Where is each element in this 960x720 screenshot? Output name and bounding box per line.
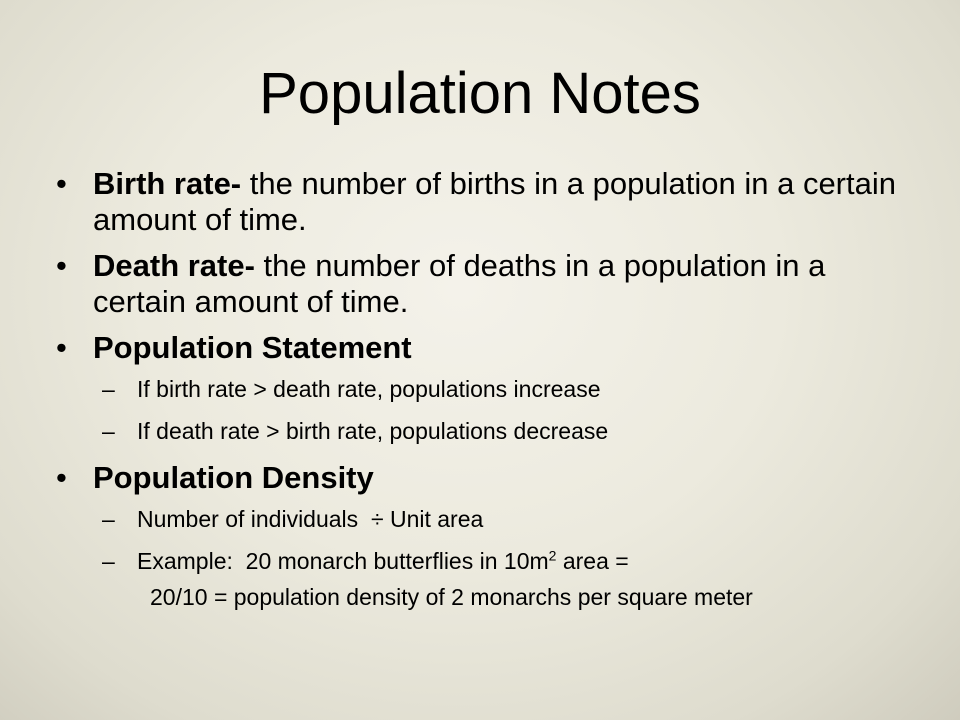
sub-text: If birth rate > death rate, populations increase <box>137 376 601 402</box>
sub-text: If death rate > birth rate, populations decrease <box>137 418 609 444</box>
sub-item-birth-gt-death <box>56 376 916 402</box>
sub-dash: – <box>102 418 115 444</box>
term-birth-rate: Birth rate- <box>93 166 242 201</box>
term-population-density: Population Density <box>93 460 374 495</box>
bullet-dot: • <box>56 166 67 201</box>
bullet-death-rate <box>56 248 916 320</box>
bullet-birth-rate <box>56 166 916 238</box>
bullet-population-statement <box>56 330 916 366</box>
example-text-end: area = <box>556 548 629 574</box>
sub-dash: – <box>102 376 115 402</box>
definition-birth-rate: the number of births in a population in a certain amount of time. <box>93 166 896 237</box>
slide-body <box>56 166 916 626</box>
bullet-dot: • <box>56 330 67 365</box>
sub-item-density-formula <box>56 506 916 532</box>
example-text: Example: 20 monarch butterflies in 10m <box>137 548 549 574</box>
term-population-statement: Population Statement <box>93 330 412 365</box>
bullet-dot: • <box>56 248 67 283</box>
sub-item-death-gt-birth <box>56 418 916 444</box>
sub-dash: – <box>102 506 115 532</box>
sub-dash: – <box>102 548 115 574</box>
superscript-exponent: 2 <box>548 547 557 564</box>
bullet-population-density <box>56 460 916 496</box>
sub-text: 20/10 = population density of 2 monarchs per square meter <box>150 584 753 610</box>
sub-text: Number of individuals ÷ Unit area <box>137 506 484 532</box>
definition-death-rate: the number of deaths in a population in a certain amount of time. <box>93 248 826 319</box>
term-death-rate: Death rate- <box>93 248 255 283</box>
bullet-dot: • <box>56 460 67 495</box>
sub-item-example <box>56 548 916 574</box>
sub-item-density-result <box>56 584 916 610</box>
slide-title: Population Notes <box>259 61 701 126</box>
